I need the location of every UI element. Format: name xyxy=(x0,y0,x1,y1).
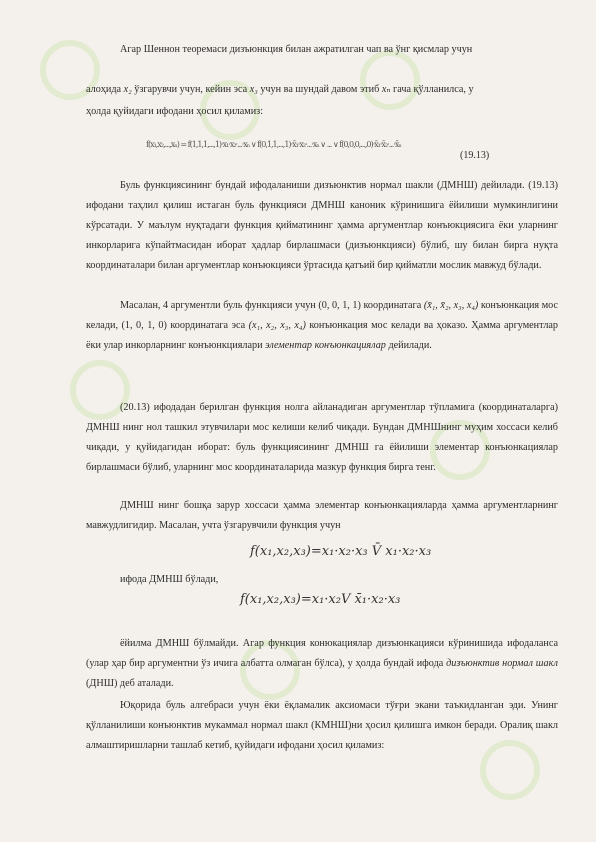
text-fragment: ўзгарувчи учун, кейин эса xyxy=(134,84,248,95)
paragraph-2: Буль функциясининг бундай ифодаланиши дизъюнктив нормал шакли (ДМНШ) дейилади. (19.13) ифодани таҳлил қилиш истаган буль функцияси ДМНШ каноник кўринишига ёйилиши мумкинлигини кўрсатади. У маълум нуқтадаги функция қийматининг ҳамма аргументлар конъюкциясига ёки уларнинг инкорларига кўпайтмасидан иборат ҳадлар бирлашмаси (дизъюнкцияси) бўлиб, шу билан бирга нуқта координаталари билан аргументлар конъюкцияси ўртасида қатъий бир қийматли мослик мавжуд бўлади. xyxy=(86,180,558,271)
text-fragment: Масалан, 4 аргументли буль функцияси учун (0, 0, 1, 1) координатага xyxy=(120,300,422,311)
paragraph-1-line-3 xyxy=(86,102,558,122)
text-fragment: дейилади. xyxy=(388,340,432,351)
formula-19-13: f(x₁,x₂,...,xₙ) = f(1,1,1,...,1)·x₁·x₂·...·xₙ ∨ f(0,1,1,...,1)·x̄₁·x₂·...·xₙ ∨ ... ∨ f(0,0,0,...,0)·x̄₁·x̄₂·...·x̄ₙ xyxy=(146,140,401,149)
paragraph-8: Юқорида буль алгебраси учун ёки ёқламалик аксиомаси тўғри экани таъкидланган эди. Унинг қўлланилиши конъюнктив мукаммал нормал шакл (КМНШ)ни ҳосил қилишга имкон беради. Оралиқ шакл алмаштиришларни ташлаб кетиб, қуйидаги ифодани ҳосил қиламиз: xyxy=(86,700,558,751)
text-fragment: ёйилма ДМНШ бўлмайди. Агар функция конюкациялар дизъюнкацияси кўринишида ифодаланса (улар ҳар бир аргументни ўз ичига албатта олмаган бўлса), у ҳолда бундай ифода xyxy=(86,638,558,669)
text-line: Агар Шеннон теоремаси дизъюнкция билан ажратилган чап ва ўнг қисмлар учун xyxy=(120,44,473,55)
paragraph-4: (20.13) ифодадан берилган функция нолга айланадиган аргументлар тўпламига (координаталарга) ДМНШ нинг нол ташкил этувчилари мос келиши келиб чиқади. Бундан ДМНШнинг муҳим хоссаси келиб чиқади, у қуйидагидан иборат: буль функциясининг ДМНШ га ёйилиши элементар конъюнкациялар бирлашмаси бўлиб, уларнинг мос координаталарида мазкур функция бирга тенг. xyxy=(86,402,558,473)
inline-formula: (x̄₁, x̄₂, x₃, x₄) xyxy=(423,300,479,311)
text-fragment: конъюнкация мос xyxy=(309,320,388,331)
text-fragment: ҳолда қуйидаги ифодани ҳосил қиламиз: xyxy=(86,106,264,117)
variable: xₙ xyxy=(381,84,391,95)
paragraph-7 xyxy=(86,634,558,694)
text-fragment: (ДНШ) деб аталади. xyxy=(86,678,174,689)
formula-1: f(x₁,x₂,x₃)=x₁·x₂·x₃ V̄ x₁·x₂·x₃ xyxy=(250,544,432,559)
paragraph-6: ифода ДМНШ бўлади, xyxy=(120,574,219,585)
text-fragment: конъюнкация мос келади, (1, 0, 1, 0) координатага эса xyxy=(86,300,559,331)
variable: x₃ xyxy=(249,84,258,95)
text-fragment: гача қўлланилса, у xyxy=(393,84,474,95)
variable: x₂ xyxy=(123,84,132,95)
text-fragment: алоҳида xyxy=(86,84,122,95)
paragraph-5: ДМНШ нинг бошқа зарур хоссаси ҳамма элементар конъюнкацияларда ҳамма аргументларнинг мавжудлигидир. Масалан, учта ўзгарувчили функция учун xyxy=(86,500,558,531)
text-fragment: келади ва ҳоказо. Ҳамма аргументлар ёки улар инкорларнинг конъюнкциялари xyxy=(86,320,559,351)
inline-formula: (x₁, x₂, x₃, x₄) xyxy=(248,320,306,331)
formula-2: f(x₁,x₂,x₃)=x₁·x₂V x̄₁·x₂·x₃ xyxy=(240,592,401,607)
emphasized-term: элементар конъюнкациялар xyxy=(265,340,386,351)
equation-number: (19.13) xyxy=(460,150,490,161)
paragraph-1-line-2 xyxy=(86,80,558,100)
text-fragment: учун ва шундай давом этиб xyxy=(260,84,380,95)
emphasized-term: дизъюнктив нормал шакл xyxy=(446,658,558,669)
paragraph-1 xyxy=(86,40,558,60)
paragraph-3 xyxy=(86,296,558,356)
